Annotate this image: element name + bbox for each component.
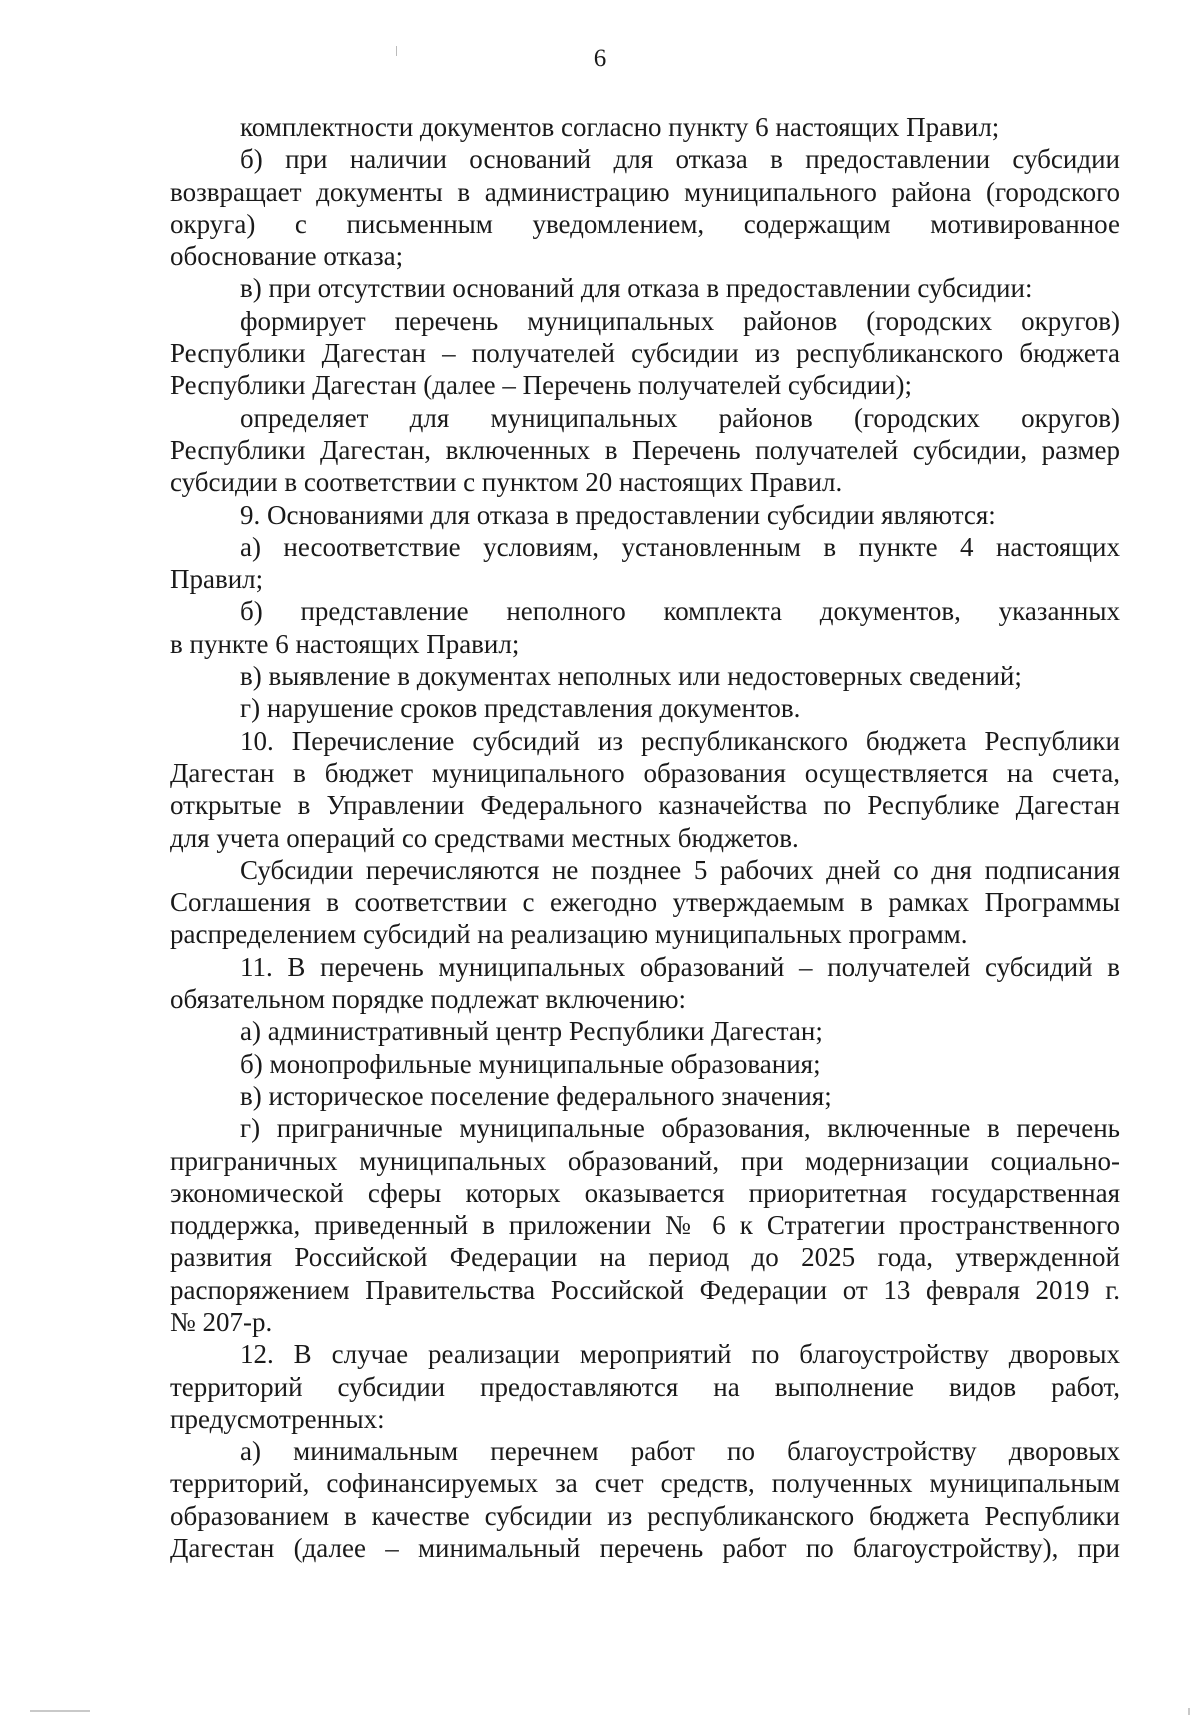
text-line: б) монопрофильные муниципальные образования;: [240, 1048, 821, 1079]
text-line: территорий, софинансируемых за счет средств, полученных муниципальным: [170, 1468, 1120, 1499]
text-line: 9. Основаниями для отказа в предоставлении субсидии являются:: [240, 499, 996, 530]
scan-artifact: [396, 46, 397, 56]
text-line: а) административный центр Республики Дагестан;: [240, 1016, 823, 1047]
text-line: г) нарушение сроков представления документов.: [240, 693, 801, 724]
text-line: Республики Дагестан – получателей субсидии из республиканского бюджета: [170, 338, 1120, 369]
text-line: г) приграничные муниципальные образования, включенные в перечень: [240, 1113, 1120, 1144]
text-line: округа) с письменным уведомлением, содержащим мотивированное: [170, 208, 1120, 239]
text-line: Республики Дагестан (далее – Перечень получателей субсидии);: [170, 370, 912, 401]
text-line: 11. В перечень муниципальных образований – получателей субсидий в: [240, 951, 1120, 982]
text-line: Соглашения в соответствии с ежегодно утверждаемым в рамках Программы: [170, 887, 1120, 918]
text-line: Правил;: [170, 564, 264, 595]
text-line: Дагестан (далее – минимальный перечень работ по благоустройству), при: [170, 1533, 1120, 1564]
text-line: обязательном порядке подлежат включению:: [170, 984, 687, 1015]
text-line: определяет для муниципальных районов (городских округов): [240, 402, 1120, 433]
text-line: в) выявление в документах неполных или недостоверных сведений;: [240, 661, 1022, 692]
text-line: предусмотренных:: [170, 1403, 385, 1434]
text-line: возвращает документы в администрацию муниципального района (городского: [170, 176, 1120, 207]
text-line: открытые в Управлении Федерального казначейства по Республике Дагестан: [170, 790, 1120, 821]
text-line: комплектности документов согласно пункту 6 настоящих Правил;: [240, 112, 1000, 142]
page-number: 6: [593, 45, 607, 72]
text-line: распоряжением Правительства Российской Федерации от 13 февраля 2019 г.: [170, 1274, 1120, 1305]
scan-artifact: [1188, 1708, 1190, 1715]
text-line: в) историческое поселение федерального значения;: [240, 1080, 832, 1111]
text-line: в) при отсутствии оснований для отказа в предоставлении субсидии:: [240, 273, 1033, 304]
text-line: экономической сферы которых оказывается приоритетная государственная: [170, 1177, 1120, 1208]
text-line: а) минимальным перечнем работ по благоустройству дворовых: [240, 1436, 1120, 1467]
text-line: Республики Дагестан, включенных в Перечень получателей субсидии, размер: [170, 434, 1120, 465]
text-line: Субсидии перечисляются не позднее 5 рабочих дней со дня подписания: [240, 854, 1120, 885]
text-line: б) при наличии оснований для отказа в предоставлении субсидии: [240, 144, 1120, 175]
document-body: [170, 111, 1120, 1564]
text-line: для учета операций со средствами местных бюджетов.: [170, 822, 799, 853]
scan-artifact: [30, 1710, 90, 1712]
text-line: Дагестан в бюджет муниципального образования осуществляется на счета,: [170, 757, 1120, 788]
text-line: в пункте 6 настоящих Правил;: [170, 628, 520, 659]
text-line: развития Российской Федерации на период до 2025 года, утвержденной: [170, 1242, 1120, 1273]
text-line: образованием в качестве субсидии из республиканского бюджета Республики: [170, 1500, 1120, 1531]
text-line: субсидии в соответствии с пунктом 20 настоящих Правил.: [170, 467, 843, 498]
text-line: формирует перечень муниципальных районов (городских округов): [240, 305, 1120, 336]
text-line: № 207-р.: [170, 1306, 273, 1337]
text-line: поддержка, приведенный в приложении № 6 к Стратегии пространственного: [170, 1210, 1120, 1241]
text-line: 12. В случае реализации мероприятий по благоустройству дворовых: [240, 1339, 1120, 1370]
text-line: обоснование отказа;: [170, 241, 404, 272]
text-line: а) несоответствие условиям, установленным в пункте 4 настоящих: [240, 531, 1120, 562]
text-line: 10. Перечисление субсидий из республиканского бюджета Республики: [240, 725, 1120, 756]
text-line: распределением субсидий на реализацию муниципальных программ.: [170, 919, 968, 950]
text-line: б) представление неполного комплекта документов, указанных: [240, 596, 1120, 627]
text-line: приграничных муниципальных образований, при модернизации социально-: [170, 1145, 1120, 1176]
text-line: территорий субсидии предоставляются на выполнение видов работ,: [170, 1371, 1120, 1402]
